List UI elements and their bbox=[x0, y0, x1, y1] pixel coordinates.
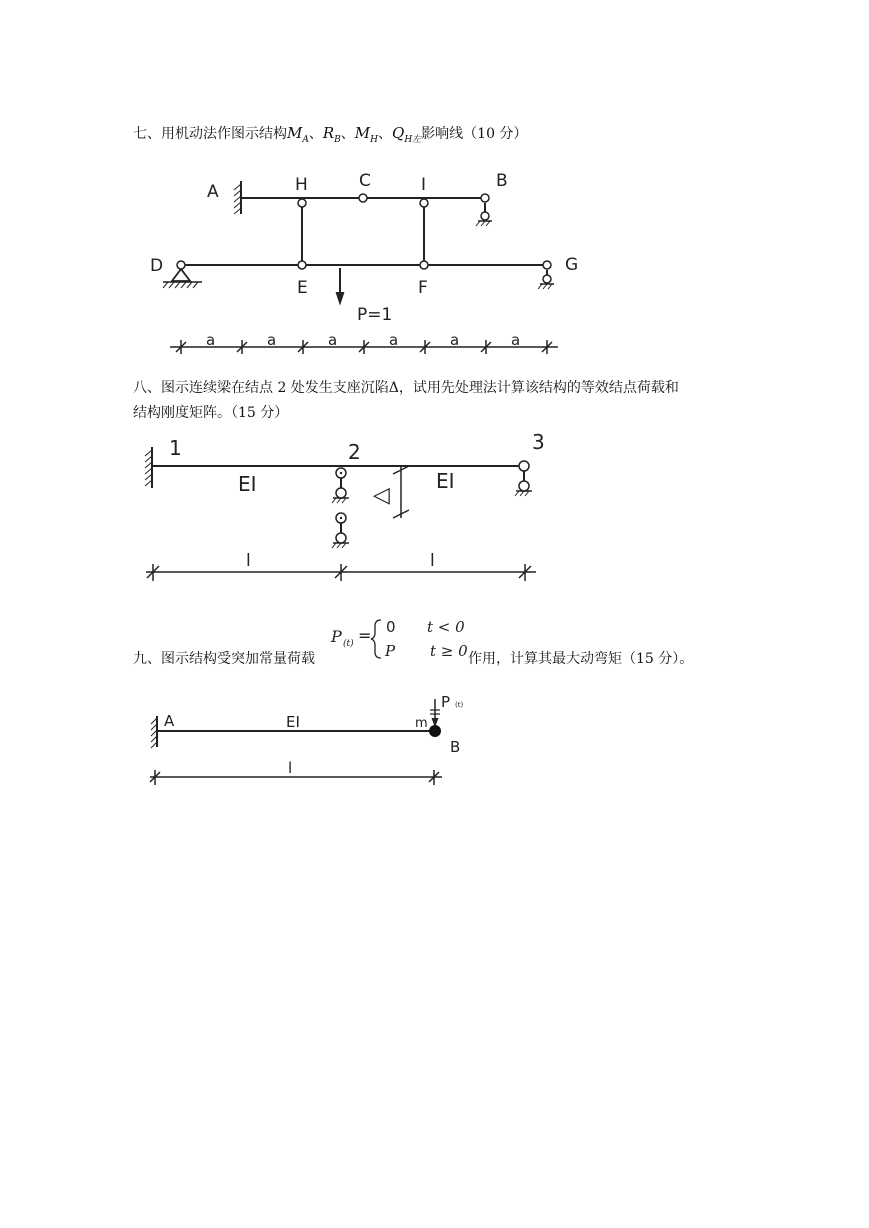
q8-node-label-3: 3 bbox=[532, 430, 545, 454]
q9-formula-eq: = bbox=[358, 626, 372, 645]
q7-prefix: 七、用机动法作图示结构 bbox=[133, 126, 287, 142]
q7-node-label-h: H bbox=[295, 175, 308, 195]
q9-label-load: P bbox=[441, 693, 451, 711]
q7-node-label-g: G bbox=[565, 255, 579, 275]
q9-formula-brace bbox=[371, 620, 381, 658]
q7-load-label: P=1 bbox=[357, 305, 393, 325]
q9-label-ei: EI bbox=[286, 713, 300, 731]
q7-symbol-ma: $M_A$ bbox=[287, 124, 309, 145]
q8-text-line2: 结构刚度矩阵。（15 分） bbox=[133, 405, 289, 421]
q9-formula-lhs: P bbox=[331, 627, 342, 646]
q8-delta-label: ◁ bbox=[373, 483, 390, 508]
q8-node-label-1: 1 bbox=[169, 436, 182, 460]
q8-ei-right: EI bbox=[436, 469, 455, 493]
q7-suffix: 影响线（10 分） bbox=[421, 126, 528, 142]
q7-pin-support-d bbox=[172, 269, 190, 281]
q7-node-label-d: D bbox=[150, 256, 164, 276]
q7-dim-label: a bbox=[328, 331, 338, 349]
q7-dim-label: a bbox=[450, 331, 460, 349]
q8-node-label-2: 2 bbox=[348, 440, 361, 464]
q7-dim-label: a bbox=[267, 331, 277, 349]
q7-node-label-b: B bbox=[496, 171, 508, 191]
q7-node-label-i: I bbox=[421, 175, 427, 195]
q7-symbol-rb: $R_B$ bbox=[322, 124, 341, 145]
q8-dim-label: l bbox=[246, 551, 251, 571]
q7-dim-label: a bbox=[206, 331, 216, 349]
q7-dim-label: a bbox=[511, 331, 521, 349]
q7-text: 七、用机动法作图示结构$M_A$、$R_B$、$M_H$、$Q_{H左}$影响线（10 分） bbox=[133, 124, 528, 145]
q7-node-label-e: E bbox=[297, 278, 308, 298]
q9-label-a: A bbox=[164, 712, 175, 730]
q9-mass bbox=[429, 725, 441, 737]
q7-node-label-a: A bbox=[207, 182, 219, 202]
q9-formula-lhs-sub: (t) bbox=[343, 639, 354, 649]
q9-formula-case1-val: 0 bbox=[386, 618, 396, 636]
q9-formula-case1-cond: t < 0 bbox=[427, 618, 465, 636]
q7-node-label-f: F bbox=[418, 278, 428, 298]
q9-formula-case2-cond: t ≥ 0 bbox=[430, 642, 468, 660]
q9-text-suffix: 作用，计算其最大动弯矩（15 分）。 bbox=[468, 651, 694, 667]
q8-dim-label: l bbox=[430, 551, 435, 571]
q9-formula-case2-val: P bbox=[385, 642, 396, 660]
q9-label-load-sub: (t) bbox=[455, 701, 464, 709]
q7-symbol-qh: $Q_{H左}$ bbox=[392, 124, 422, 145]
q7-node-label-c: C bbox=[359, 171, 371, 191]
q9-label-mass: m bbox=[415, 716, 428, 731]
q9-text-prefix: 九、图示结构受突加常量荷载 bbox=[133, 651, 315, 667]
q7-dim-label: a bbox=[389, 331, 399, 349]
q7-symbol-mh: $M_H$ bbox=[354, 124, 378, 145]
q9-dim-label: l bbox=[288, 759, 293, 777]
q8-ei-left: EI bbox=[238, 472, 257, 496]
q9-label-b: B bbox=[450, 738, 461, 756]
q8-text-line1: 八、图示连续梁在结点 2 处发生支座沉陷Δ，试用先处理法计算该结构的等效结点荷载和 bbox=[133, 380, 679, 396]
